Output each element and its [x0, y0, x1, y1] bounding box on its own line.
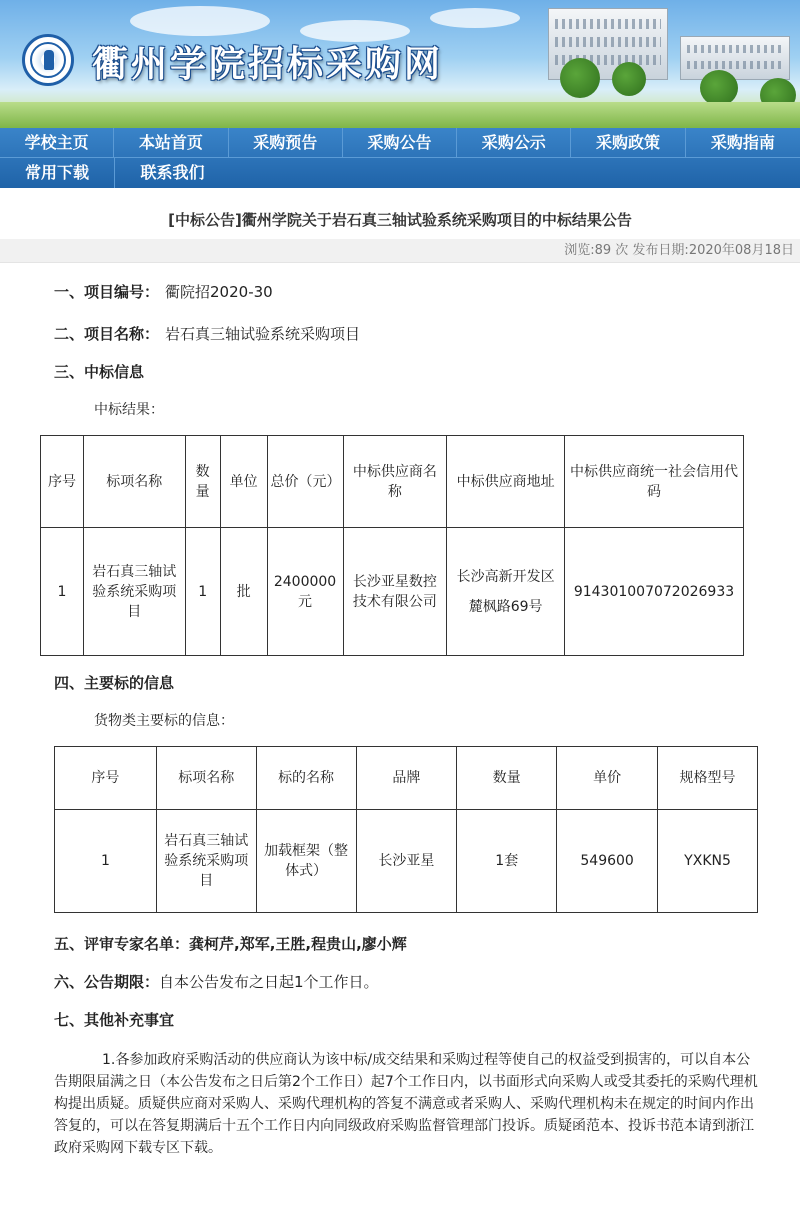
main-items-table	[54, 746, 758, 913]
site-banner	[0, 0, 800, 128]
supplier-address	[447, 528, 565, 656]
banner-tree	[560, 58, 600, 98]
banner-tree	[700, 70, 738, 106]
address-line: 长沙高新开发区	[456, 568, 555, 585]
brand: 长沙亚星	[356, 810, 457, 913]
table-header-cell: 中标供应商统一社会信用代码	[564, 436, 743, 528]
project-name: 岩石真三轴试验系统采购项目	[165, 325, 361, 343]
section-label: 七、其他补充事宜	[54, 1011, 175, 1029]
main-nav	[0, 128, 800, 188]
total-price: 2400000元	[267, 528, 343, 656]
quantity: 1	[185, 528, 220, 656]
table-header-cell: 规格型号	[658, 747, 758, 810]
banner-building	[680, 36, 790, 80]
quantity: 1套	[457, 810, 557, 913]
subject-name: 加载框架（整体式）	[256, 810, 356, 913]
table-header-cell: 单位	[220, 436, 267, 528]
table-header-cell: 单价	[557, 747, 658, 810]
nav-item-school-home[interactable]: 学校主页	[0, 128, 114, 157]
table-header-cell: 标项名称	[83, 436, 185, 528]
article-title: [中标公告]衢州学院关于岩石真三轴试验系统采购项目的中标结果公告	[168, 211, 632, 229]
model: YXKN5	[658, 810, 758, 913]
section-label: 六、公告期限：	[54, 973, 160, 991]
table-header-cell: 标项名称	[156, 747, 256, 810]
section-supplementary	[40, 1009, 760, 1031]
project-number: 衢院招2020-30	[165, 283, 273, 301]
table-header-row	[41, 436, 744, 528]
article-content	[0, 281, 800, 1159]
banner-tree	[612, 62, 646, 96]
nav-item-site-home[interactable]: 本站首页	[114, 128, 228, 157]
banner-grass	[0, 102, 800, 128]
table-header-row	[55, 747, 758, 810]
table-header-cell: 中标供应商名称	[343, 436, 447, 528]
banner-cloud	[130, 6, 270, 36]
nav-item-procurement-publicity[interactable]: 采购公示	[457, 128, 571, 157]
site-title: 衢州学院招标采购网	[92, 44, 444, 85]
supplier-name: 长沙亚星数控技术有限公司	[343, 528, 447, 656]
item-name: 岩石真三轴试验系统采购项目	[156, 810, 256, 913]
row-number: 1	[55, 810, 157, 913]
nav-item-procurement-announcement[interactable]: 采购公告	[343, 128, 457, 157]
table-header-cell: 序号	[41, 436, 84, 528]
address-line: 麓枫路69号	[468, 598, 543, 615]
nav-item-procurement-guide[interactable]: 采购指南	[710, 133, 775, 152]
table-row	[41, 528, 744, 656]
article-meta: 浏览:89 次 发布日期:2020年08月18日	[0, 239, 800, 263]
table-header-cell: 标的名称	[256, 747, 356, 810]
unit-price: 549600	[557, 810, 658, 913]
section-label: 二、项目名称：	[54, 325, 160, 343]
award-result-table	[40, 435, 744, 656]
table-header-cell: 数量	[185, 436, 220, 528]
nav-row-1	[0, 128, 800, 158]
period-text: 自本公告发布之日起1个工作日。	[159, 973, 379, 991]
section-label: 五、评审专家名单：	[54, 935, 190, 953]
table-header-cell: 中标供应商地址	[447, 436, 565, 528]
table-header-cell: 总价（元）	[267, 436, 343, 528]
table-header-cell: 数量	[457, 747, 557, 810]
section-label: 一、项目编号：	[54, 283, 160, 301]
supplementary-paragraph: 1.各参加政府采购活动的供应商认为该中标/成交结果和采购过程等使自己的权益受到损害的，可以自本公告期限届满之日（本公告发布之日后第2个工作日）起7个工作日内，以书面形式向采购人或受其委托的采购代理机构提出质疑。质疑供应商对采购人、采购代理机构的答复不满意或者采购人、采购代理机构未在规定的时间内作出答复的，可以在答复期满后十五个工作日内向同级政府采购监督管理部门投诉。质疑函范本、投诉书范本请到浙江政府采购网下载专区下载。	[54, 1052, 758, 1156]
row-number: 1	[41, 528, 84, 656]
item-name: 岩石真三轴试验系统采购项目	[83, 528, 185, 656]
section-experts	[40, 933, 760, 955]
table-row	[55, 810, 758, 913]
credit-code: 914301007072026933	[564, 528, 743, 656]
section-project-number	[40, 281, 760, 303]
award-result-label: 中标结果：	[94, 402, 164, 418]
section-period	[40, 971, 760, 993]
table-header-cell: 品牌	[356, 747, 457, 810]
unit: 批	[220, 528, 267, 656]
nav-item-contact-us[interactable]: 联系我们	[140, 163, 205, 182]
table-header-cell: 序号	[55, 747, 157, 810]
nav-item-procurement-preview[interactable]: 采购预告	[229, 128, 343, 157]
nav-item-downloads[interactable]: 常用下载	[0, 158, 115, 188]
expert-list: 龚柯芹,郑军,王胜,程贵山,廖小辉	[189, 935, 407, 953]
section-main-items	[40, 672, 760, 694]
article	[0, 208, 800, 1159]
banner-cloud	[430, 8, 520, 28]
section-award-info	[40, 361, 760, 383]
section-project-name	[40, 323, 760, 345]
section-label: 四、主要标的信息	[54, 674, 175, 692]
goods-info-label: 货物类主要标的信息：	[94, 713, 234, 729]
section-label: 三、中标信息	[54, 363, 145, 381]
nav-item-procurement-policy[interactable]: 采购政策	[571, 128, 685, 157]
college-logo[interactable]	[22, 34, 74, 86]
nav-row-2	[0, 158, 800, 188]
